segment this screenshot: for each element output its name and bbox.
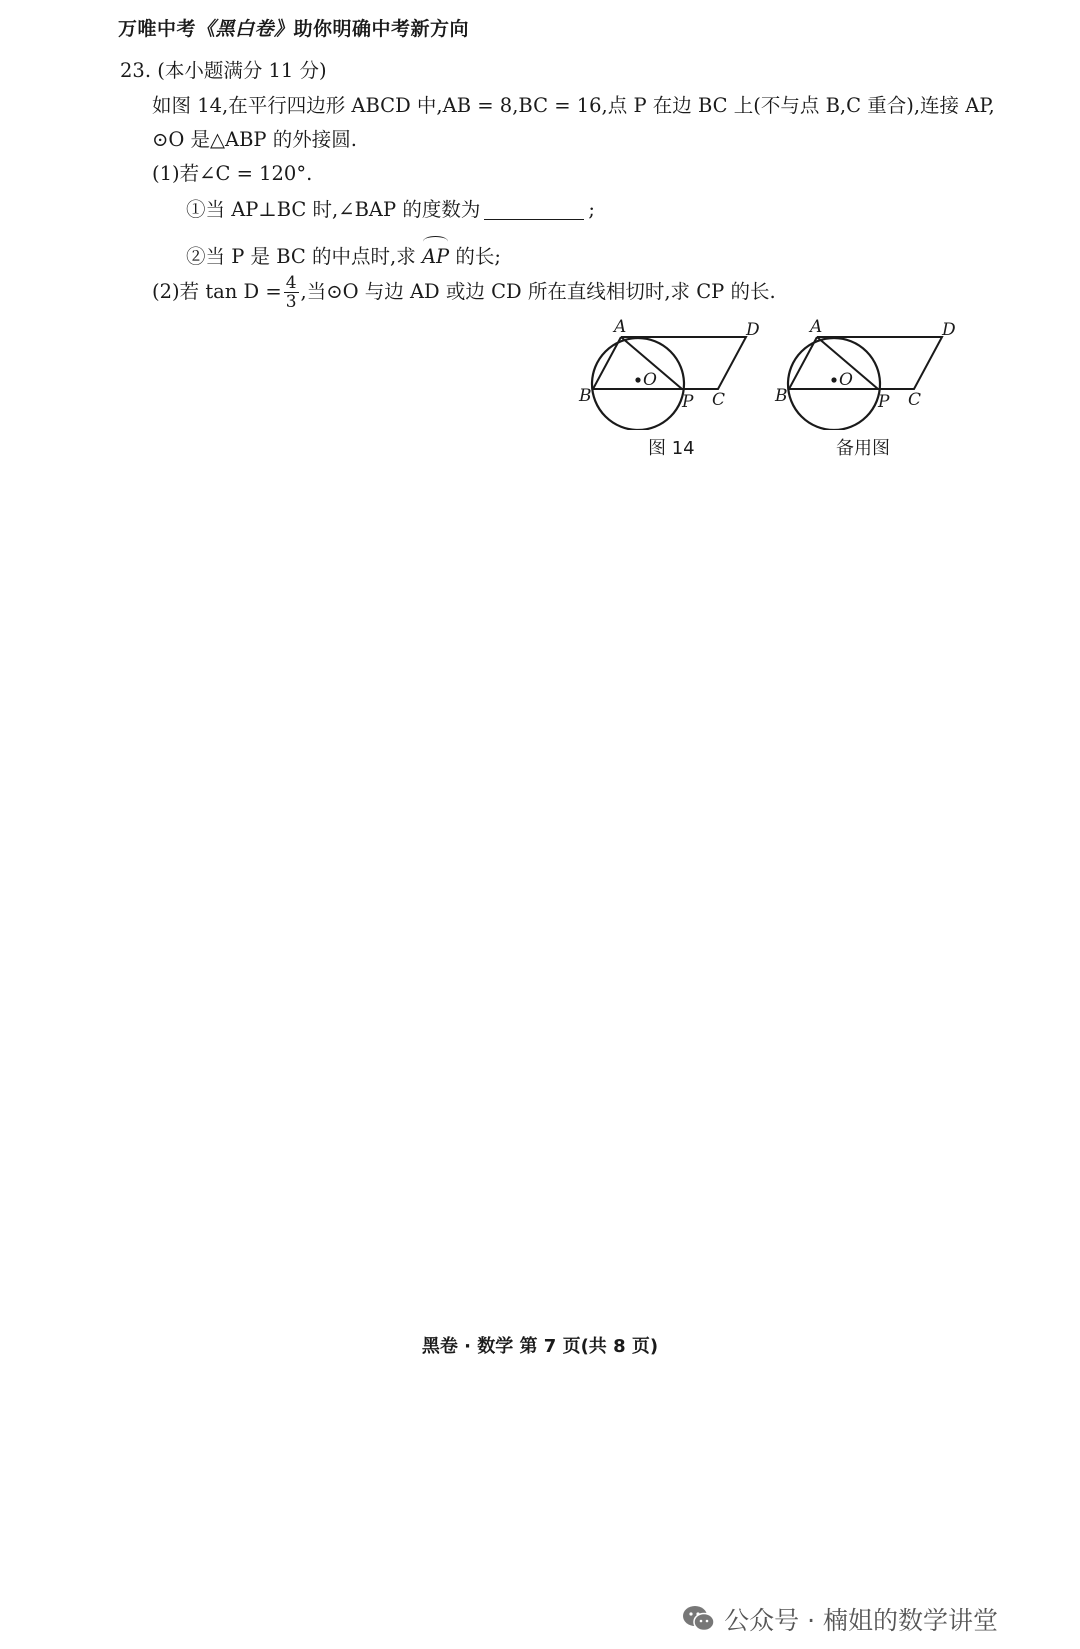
fraction-denominator: 3 xyxy=(285,292,297,312)
label-b: B xyxy=(579,386,592,406)
header-title: 《黑白卷》 xyxy=(196,18,294,40)
label-p: P xyxy=(682,392,694,412)
label-d: D xyxy=(942,320,956,340)
part1a-text: ①当 AP⊥BC 时,∠BAP 的度数为 xyxy=(186,198,481,221)
figure-backup-diagram xyxy=(768,315,968,430)
header-slogan: 助你明确中考新方向 xyxy=(293,18,470,40)
center-point-o xyxy=(635,377,640,382)
fraction-numerator: 4 xyxy=(285,273,297,293)
figure-backup-caption: 备用图 xyxy=(836,438,890,459)
question-stem-line2: ⊙O 是△ABP 的外接圆. xyxy=(152,128,357,151)
arc-ap-symbol: AP xyxy=(422,234,449,274)
answer-blank[interactable] xyxy=(484,197,584,220)
center-point-o xyxy=(831,377,836,382)
label-p: P xyxy=(878,392,890,412)
label-a: A xyxy=(614,317,627,337)
part1-subquestion-2 xyxy=(186,234,501,274)
label-c: C xyxy=(908,390,922,410)
part1b-end: 的长; xyxy=(455,245,501,268)
figure-14-diagram xyxy=(572,315,772,430)
part1b-text: ②当 P 是 BC 的中点时,求 xyxy=(186,245,416,268)
watermark-text: 公众号 · 楠姐的数学讲堂 xyxy=(724,1606,998,1635)
fraction-four-thirds xyxy=(284,274,299,311)
part1a-end: ; xyxy=(588,198,595,221)
question-number-line xyxy=(120,54,327,88)
question-score: (本小题满分 11 分) xyxy=(157,59,327,82)
page-header xyxy=(118,14,469,41)
wechat-icon xyxy=(682,1604,716,1634)
label-o: O xyxy=(839,370,853,390)
label-o: O xyxy=(643,370,657,390)
part2-text-end: ,当⊙O 与边 AD 或边 CD 所在直线相切时,求 CP 的长. xyxy=(300,280,776,303)
part2-text: (2)若 tan D = xyxy=(152,280,282,303)
part1-condition: (1)若∠C = 120°. xyxy=(152,162,313,185)
header-brand: 万唯中考 xyxy=(118,18,197,40)
parallelogram-abcd xyxy=(593,337,746,389)
part1-subquestion-1 xyxy=(186,193,595,227)
part2-question xyxy=(152,274,776,311)
parallelogram-abcd xyxy=(789,337,942,389)
label-c: C xyxy=(712,390,726,410)
label-d: D xyxy=(746,320,760,340)
question-number: 23. xyxy=(120,59,152,82)
label-a: A xyxy=(810,317,823,337)
question-stem-line1: 如图 14,在平行四边形 ABCD 中,AB = 8,BC = 16,点 P 在边 BC 上(不与点 B,C 重合),连接 AP, xyxy=(152,94,995,117)
figure-backup xyxy=(768,315,968,434)
figure-14-caption: 图 14 xyxy=(648,438,695,459)
figure-14 xyxy=(572,315,772,434)
watermark xyxy=(682,1601,998,1637)
page-footer: 黑卷 · 数学 第 7 页(共 8 页) xyxy=(421,1336,659,1357)
label-b: B xyxy=(775,386,788,406)
